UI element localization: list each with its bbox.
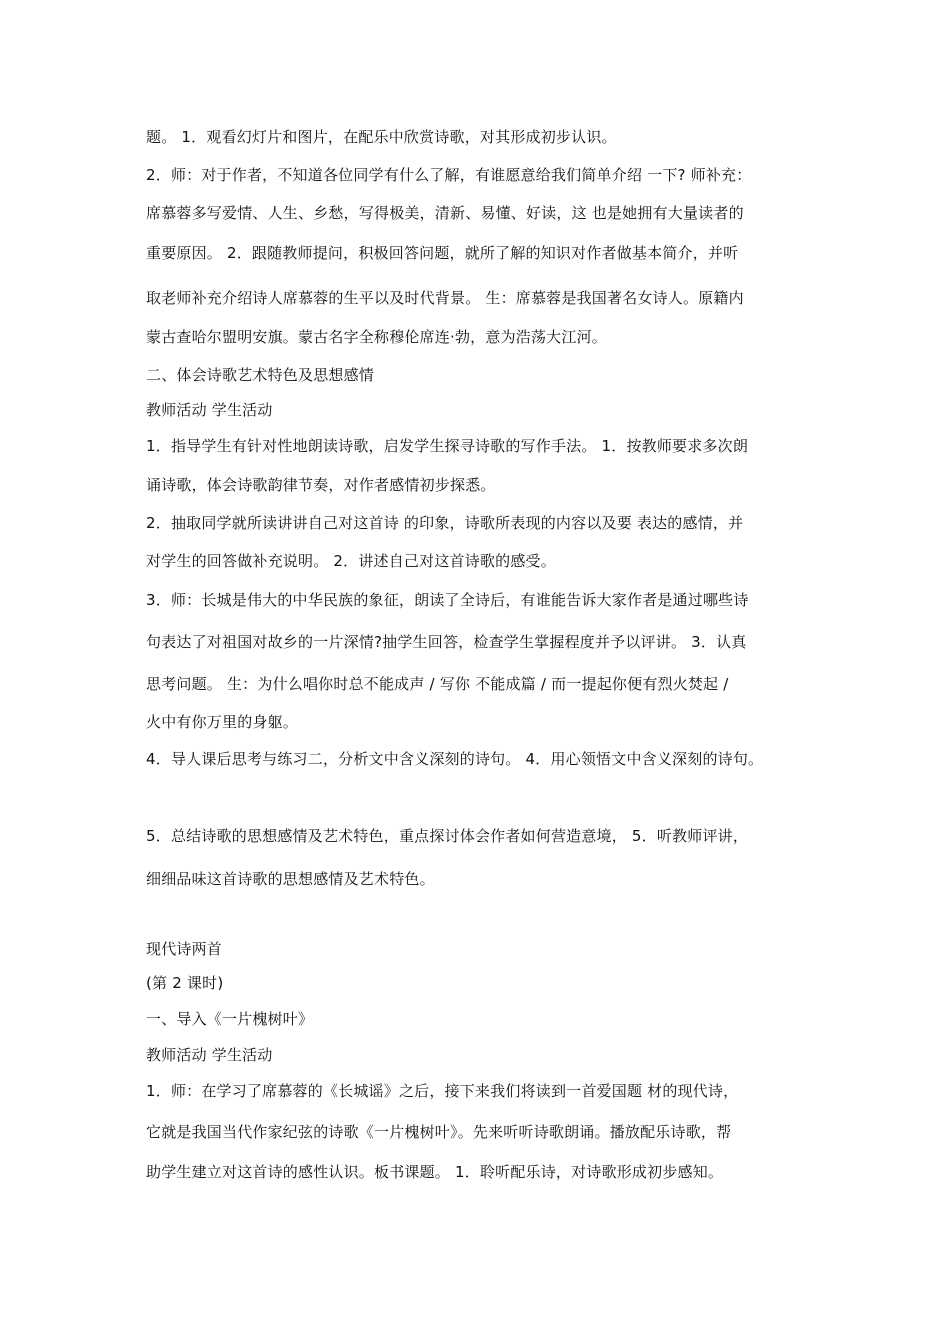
text-line: 1．师：在学习了席慕蓉的《长城谣》之后，接下来我们将读到一首爱国题 材的现代诗， [146,1082,739,1100]
text-line: 席慕蓉多写爱情、人生、乡愁，写得极美，清新、易懂、好读，这 也是她拥有大量读者的 [146,204,744,222]
text-line: 题。 1．观看幻灯片和图片，在配乐中欣赏诗歌，对其形成初步认识。 [146,128,617,146]
text-line: 1．指导学生有针对性地朗读诗歌，启发学生探寻诗歌的写作手法。 1．按教师要求多次朗 [146,437,749,455]
text-line: 2．师：对于作者，不知道各位同学有什么了解，有谁愿意给我们简单介绍 一下? 师补充： [146,166,752,184]
text-line: 细细品味这首诗歌的思想感情及艺术特色。 [146,870,435,888]
text-line: 重要原因。 2．跟随教师提问，积极回答问题，就所了解的知识对作者做基本简介，并听 [146,244,739,262]
text-line: 取老师补充介绍诗人席慕蓉的生平以及时代背景。 生：席慕蓉是我国著名女诗人。原籍内 [146,289,744,307]
text-line: 4．导人课后思考与练习二，分析文中含义深刻的诗句。 4．用心领悟文中含义深刻的诗句。 [146,750,764,768]
column-header: 教师活动 学生活动 [146,1046,273,1064]
section-heading: 二、体会诗歌艺术特色及思想感情 [146,366,375,384]
text-line: 诵诗歌，体会诗歌韵律节奏，对作者感情初步探悉。 [146,476,496,494]
section-heading: 一、导入《一片槐树叶》 [146,1010,314,1028]
column-header: 教师活动 学生活动 [146,401,273,419]
text-line: 3．师：长城是伟大的中华民族的象征，朗读了全诗后，有谁能告诉大家作者是通过哪些诗 [146,591,749,609]
text-line: 思考问题。 生：为什么唱你时总不能成声 / 写你 不能成篇 / 而一提起你便有烈火焚起 / [146,675,729,693]
text-line: 2．抽取同学就所读讲讲自己对这首诗 的印象，诗歌所表现的内容以及要 表达的感情，并 [146,514,744,532]
lesson-title: 现代诗两首 [146,940,223,958]
lesson-period: (第 2 课时) [146,974,224,992]
text-line: 它就是我国当代作家纪弦的诗歌《一片槐树叶》。先来听听诗歌朗诵。播放配乐诗歌，帮 [146,1123,732,1141]
text-line: 句表达了对祖国对故乡的一片深情?抽学生回答，检查学生掌握程度并予以评讲。 3．认真 [146,633,747,651]
text-line: 蒙古查哈尔盟明安旗。蒙古名字全称穆伦席连·勃，意为浩荡大江河。 [146,328,607,346]
text-line: 助学生建立对这首诗的感性认识。板书课题。 1．聆听配乐诗，对诗歌形成初步感知。 [146,1163,724,1181]
text-line: 5．总结诗歌的思想感情及艺术特色，重点探讨体会作者如何营造意境， 5．听教师评讲， [146,827,749,845]
text-line: 对学生的回答做补充说明。 2．讲述自己对这首诗歌的感受。 [146,552,556,570]
text-line: 火中有你万里的身躯。 [146,713,299,731]
